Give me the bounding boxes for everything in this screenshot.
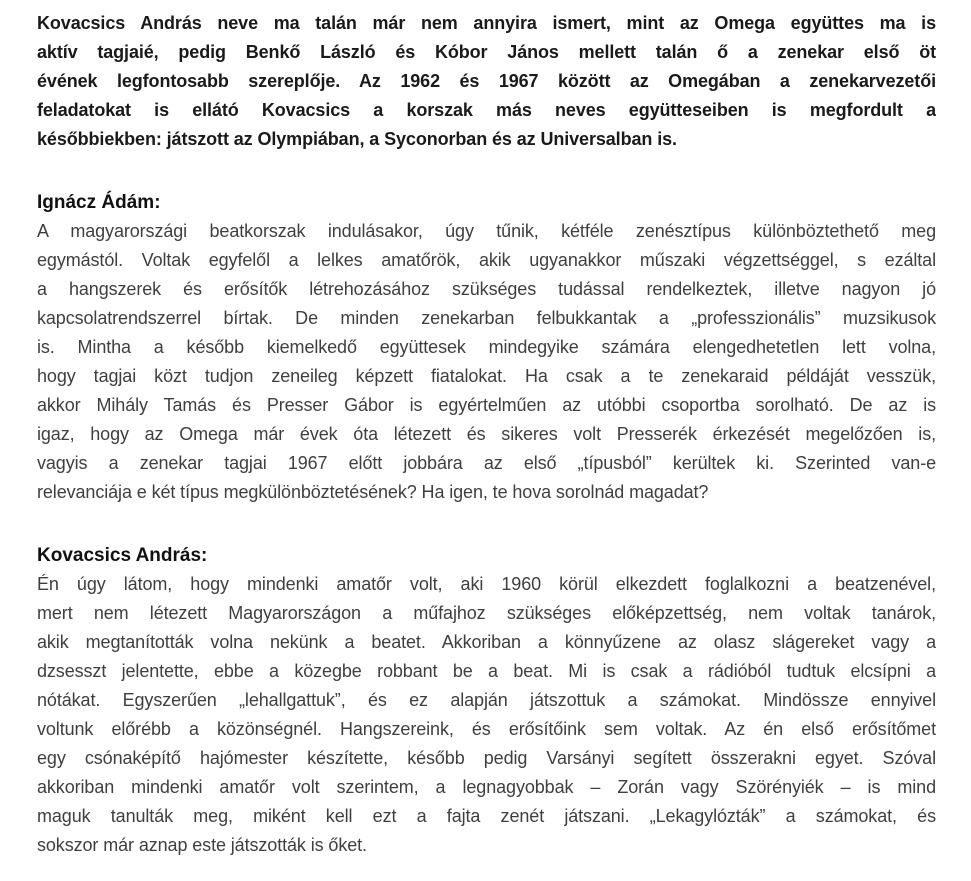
text-line: voltunk előrébb a közönségnél. Hangszereink, és erősítőink sem voltak. Az én első erősítőmet xyxy=(37,719,936,739)
text-line: akkor Mihály Tamás és Presser Gábor is egyértelműen az utóbbi csoportba sorolható. De az is xyxy=(37,395,936,415)
section-interviewee xyxy=(37,541,936,860)
speaker-heading-interviewee: Kovacsics András: xyxy=(37,545,208,566)
text-line: hogy tagjai közt tudjon zeneileg képzett fiatalokat. Ha csak a te zenekaraid példáját vesszük, xyxy=(37,366,936,386)
text-line: relevanciája e két típus megkülönböztetésének? Ha igen, te hova sorolnád magadat? xyxy=(37,482,709,502)
text-line: aktív tagjaié, pedig Benkő László és Kóbor János mellett talán ő a zenekar első öt xyxy=(37,42,936,62)
text-line: egymástól. Voltak egyfelől a lelkes amatőrök, akik ugyanakkor műszaki végzettséggel, s ezáltal xyxy=(37,250,936,270)
text-line: akkoriban mindenki amatőr volt szerintem, a legnagyobbak – Zorán vagy Szörényiék – is mind xyxy=(37,777,936,797)
intro-paragraph xyxy=(37,9,936,154)
text-line: akik megtanították volna nekünk a beatet. Akkoriban a könnyűzene az olasz slágereket vagy a xyxy=(37,632,936,652)
text-line: a hangszerek és erősítők létrehozásához szükséges tudással rendelkeztek, illetve nagyon jó xyxy=(37,279,936,299)
text-line: sokszor már aznap este játszották is őket. xyxy=(37,835,367,855)
section-interviewer xyxy=(37,188,936,507)
question-paragraph xyxy=(37,217,936,507)
text-line: is. Mintha a később kiemelkedő együttesek mindegyike számára elengedhetetlen lett volna, xyxy=(37,337,936,357)
text-line: igaz, hogy az Omega már évek óta létezett és sikeres volt Presserék érkezését megelőzően is, xyxy=(37,424,936,444)
text-line: feladatokat is ellátó Kovacsics a korszak más neves együtteseiben is megfordult a xyxy=(37,100,936,120)
article xyxy=(37,9,936,860)
text-line: nótákat. Egyszerűen „lehallgattuk”, és ez alapján játszottuk a számokat. Mindössze ennyivel xyxy=(37,690,936,710)
text-line: vagyis a zenekar tagjai 1967 előtt jobbára az első „típusból” kerültek ki. Szerinted van-e xyxy=(37,453,936,473)
text-line: maguk tanulták meg, miként kell ezt a fajta zenét játszani. „Lekagylózták” a számokat, és xyxy=(37,806,936,826)
text-line: dzsesszt jelentette, ebbe a közegbe robbant be a beat. Mi is csak a rádióból tudtuk elcsípni a xyxy=(37,661,936,681)
text-line: évének legfontosabb szereplője. Az 1962 és 1967 között az Omegában a zenekarvezetői xyxy=(37,71,936,91)
text-line: későbbiekben: játszott az Olympiában, a Syconorban és az Universalban is. xyxy=(37,129,677,149)
text-line: Kovacsics András neve ma talán már nem annyira ismert, mint az Omega együttes ma is xyxy=(37,13,936,33)
text-line: egy csónaképítő hajómester készítette, később pedig Varsányi segített összerakni egyet. Szóval xyxy=(37,748,936,768)
text-line: A magyarországi beatkorszak indulásakor, úgy tűnik, kétféle zenésztípus különböztethető meg xyxy=(37,221,936,241)
text-line: mert nem létezett Magyarországon a műfajhoz szükséges előképzettség, nem voltak tanárok, xyxy=(37,603,936,623)
text-line: Én úgy látom, hogy mindenki amatőr volt, aki 1960 körül elkezdett foglalkozni a beatzenével, xyxy=(37,574,936,594)
answer-paragraph xyxy=(37,570,936,860)
text-line: kapcsolatrendszerrel bírtak. De minden zenekarban felbukkantak a „professzionális” muzsikusok xyxy=(37,308,936,328)
speaker-heading-interviewer: Ignácz Ádám: xyxy=(37,192,161,213)
